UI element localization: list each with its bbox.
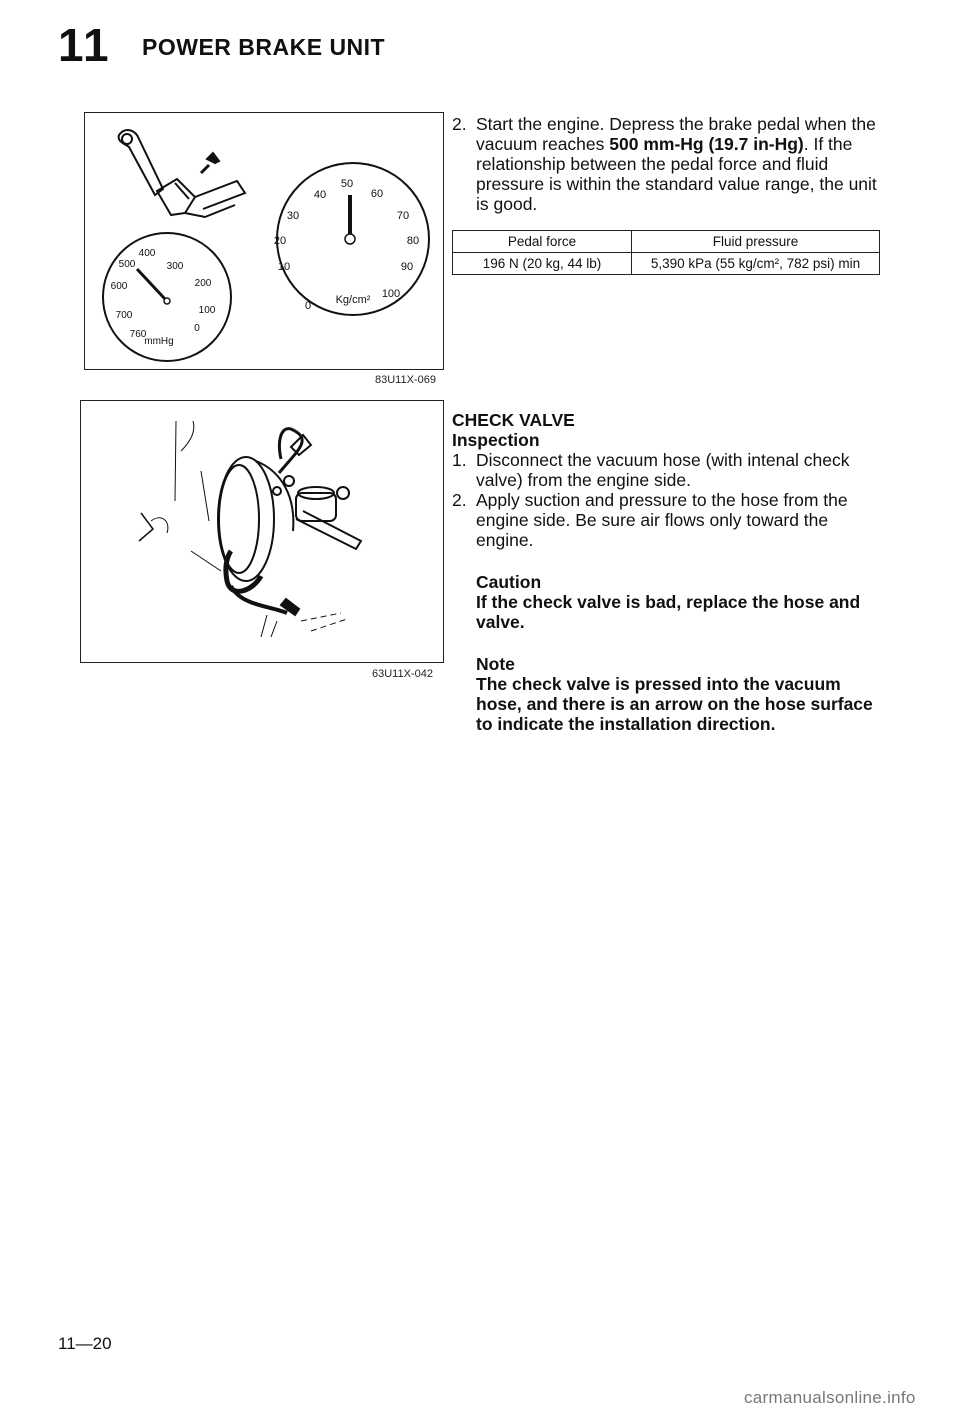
note-label: Note bbox=[476, 654, 515, 674]
step-text: Start the engine. Depress the brake pedal when the vacuum reaches bbox=[476, 114, 876, 154]
caution-label: Caution bbox=[476, 572, 542, 592]
pressure-label: 0 bbox=[304, 300, 312, 312]
pressure-needle bbox=[345, 195, 355, 244]
table-row bbox=[453, 253, 880, 275]
figure-code: 63U11X-042 bbox=[372, 668, 433, 680]
page-number: 11—20 bbox=[58, 1334, 112, 1353]
booster-illustration bbox=[81, 401, 442, 661]
section-number: 11 bbox=[58, 19, 111, 71]
vacuum-value: 500 mm-Hg (19.7 in-Hg) bbox=[609, 134, 804, 154]
vacuum-label: 700 bbox=[115, 310, 133, 321]
table-header: Pedal force bbox=[453, 231, 632, 253]
check-valve-section bbox=[452, 410, 882, 734]
vacuum-label: 100 bbox=[198, 305, 216, 316]
step-text: Disconnect the vacuum hose (with intenal check valve) from the engine side. bbox=[476, 450, 850, 490]
section-heading: CHECK VALVE bbox=[452, 410, 575, 430]
step-number: 1. bbox=[452, 450, 467, 470]
gauge-figure bbox=[84, 112, 444, 370]
vacuum-label: 400 bbox=[138, 248, 156, 259]
pressure-label: 20 bbox=[273, 235, 287, 247]
pressure-label: 80 bbox=[406, 235, 420, 247]
spec-table bbox=[452, 230, 880, 275]
caution-text: If the check valve is bad, replace the hose and valve. bbox=[476, 592, 861, 632]
pressure-label: 60 bbox=[370, 188, 384, 200]
vacuum-label: 760 bbox=[129, 329, 147, 340]
vacuum-label: 300 bbox=[166, 261, 184, 272]
table-header-row bbox=[453, 231, 880, 253]
watermark: carmanualsonline.info bbox=[744, 1388, 916, 1407]
pressure-label: 40 bbox=[313, 189, 327, 201]
vacuum-unit: mmHg bbox=[144, 336, 174, 347]
table-header: Fluid pressure bbox=[632, 231, 880, 253]
table-cell: 196 N (20 kg, 44 lb) bbox=[453, 253, 632, 275]
vacuum-label: 500 bbox=[118, 259, 136, 270]
pressure-label: 10 bbox=[277, 261, 291, 273]
step-text: Apply suction and pressure to the hose from the engine side. Be sure air flows only toward the engine. bbox=[476, 490, 848, 550]
vacuum-label: 200 bbox=[194, 278, 212, 289]
step-number: 2. bbox=[452, 490, 467, 510]
pressure-label: 100 bbox=[381, 288, 401, 300]
step-2 bbox=[452, 114, 882, 214]
pressure-label: 70 bbox=[396, 210, 410, 222]
section-title: POWER BRAKE UNIT bbox=[142, 34, 386, 60]
step-number: 2. bbox=[452, 114, 467, 134]
check-step-1 bbox=[452, 450, 882, 490]
vacuum-needle bbox=[137, 269, 170, 304]
check-valve-figure bbox=[80, 400, 444, 663]
vacuum-label: 600 bbox=[110, 281, 128, 292]
vacuum-hose bbox=[279, 429, 302, 473]
note-text: The check valve is pressed into the vacuum hose, and there is an arrow on the hose surface to indicate the installation direction. bbox=[476, 674, 873, 734]
step-text: . If the relationship between the pedal force and fluid pressure is within the standard value range, the unit is good. bbox=[476, 134, 877, 214]
brake-pedal-drawing bbox=[119, 130, 245, 217]
figure-code: 83U11X-069 bbox=[375, 374, 436, 386]
pressure-gauge-labels bbox=[274, 178, 419, 312]
table-cell: 5,390 kPa (55 kg/cm², 782 psi) min bbox=[632, 253, 880, 275]
vacuum-label: 0 bbox=[194, 323, 200, 334]
section-subheading: Inspection bbox=[452, 430, 540, 450]
pressure-label: 50 bbox=[340, 178, 354, 190]
pressure-label: 30 bbox=[286, 210, 300, 222]
check-step-2 bbox=[452, 490, 882, 550]
pressure-label: 90 bbox=[400, 261, 414, 273]
pressure-unit: Kg/cm² bbox=[335, 294, 371, 306]
gauge-illustration bbox=[85, 113, 442, 368]
